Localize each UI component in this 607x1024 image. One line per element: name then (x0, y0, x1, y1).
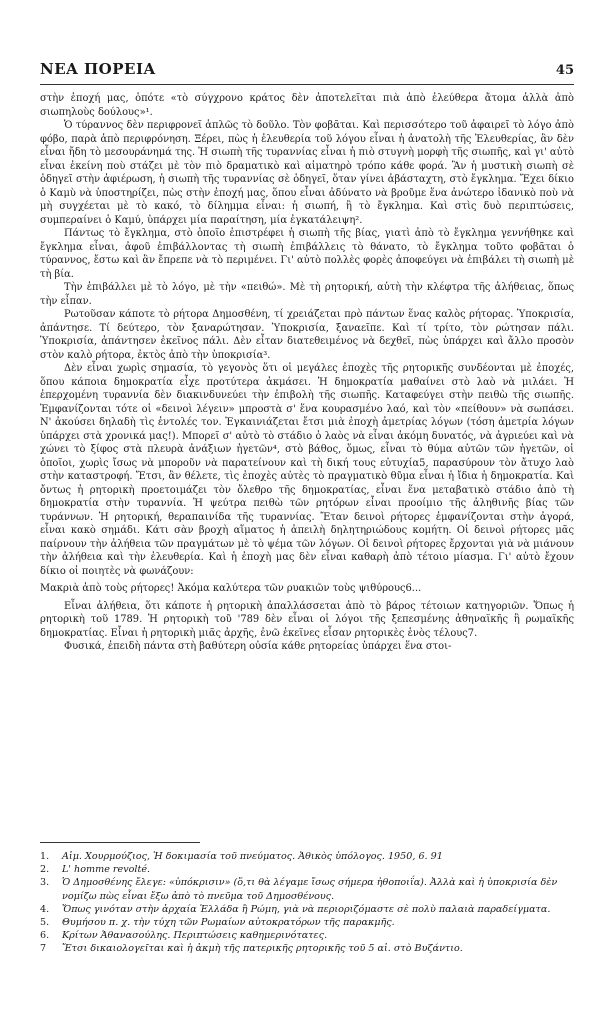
footnote (40, 903, 574, 916)
footnote (40, 850, 574, 863)
paragraph: Τὴν ἐπιβάλλει μὲ τὸ λόγο, μὲ τὴν «πειθώ». Μὲ τὴ ρητορική, αὐτὴ τὴν κλέφτρα τῆς ἀλήθειας, ὅπως τὴν εἶπαν. (40, 282, 574, 307)
running-title: ΝΕΑ ΠΟΡΕΙΑ (40, 60, 156, 78)
page-number: 45 (555, 63, 574, 78)
document-page (40, 0, 574, 1024)
footnote (40, 863, 574, 876)
header-rule (40, 84, 574, 85)
footnotes (40, 850, 574, 956)
footnote (40, 929, 574, 942)
paragraph: Ρωτοῦσαν κάποτε τὸ ρήτορα Δημοσθένη, τί χρειάζεται πρὸ πάντων ἕνας καλὸς ρήτορας. Ὑποκρισία, ἀπάντησε. Τί δεύτερο, τὸν ξαναρώτησαν. Ὑποκρισία, ξαναεῖπε. Καὶ τί τρίτο, τὸν ρώτησαν πάλι. Ὑποκρισία, ἀπάντησεν ἐκεῖνος πάλι. Δὲν εἶταν διατεθειμένος νὰ δεχθεῖ, πὼς ὑπάρχει καὶ ἄλλο προσὸν στὸν καλὸ ρήτορα, ἐκτὸς ἀπὸ τὴν ὑποκρισία³. (40, 309, 574, 361)
footnote-text: Ἔτσι δικαιολογεῖται καὶ ἡ ἀκμὴ τῆς πατερικῆς ρητορικῆς τοῦ 5 αἰ. στὸ Βυζάντιο. (62, 943, 463, 955)
page-header (40, 60, 574, 78)
paragraph: Φυσικά, ἐπειδὴ πάντα στὴ βαθύτερη οὐσία κάθε ρητορείας ὑπάρχει ἕνα στοι- (64, 641, 452, 652)
footnote-text: Ὅπως γινόταν στὴν ἀρχαία Ἑλλάδα ἢ Ρώμη, γιὰ νὰ περιοριζόμαστε σὲ πολὺ παλαιὰ παραδείγματα. (62, 903, 551, 915)
paragraph: Ὁ τύραννος δὲν περιφρονεῖ ἁπλῶς τὸ δοῦλο. Τὸν φοβᾶται. Καὶ περισσότερο τοῦ ἀφαιρεῖ τὸ λόγο ἀπὸ φόβο, παρὰ ἀπὸ περιφρόνηση. Ξέρει, πὼς ἡ ἐλευθερία τοῦ λόγου εἶναι ἡ ἀνατολὴ τῆς Ἐλευθερίας, ἂν δὲν εἶναι ἤδη τὸ μεσουράνημά της. Ἡ σιωπὴ τῆς τυραννίας εἶναι ἡ πιὸ στυγνὴ μορφὴ τῆς σιωπῆς, καὶ γι' αὐτὸ εἶναι ἐκείνη ποὺ στάζει μὲ τὸν πιὸ δραματικὸ καὶ αἱματηρὸ τρόπο κάθε φορά. Ἂν ἡ μυστικὴ σιωπὴ σὲ ὁδηγεῖ στὴν ἀφιέρωση, ἡ σιωπὴ τῆς τυραννίας σὲ ὁδηγεῖ, ὅταν γίνει ἀβάσταχτη, στὸ ἔγκλημα. Ἔχει δίκιο ὁ Καμὺ νὰ ὑποστηρίζει, πὼς στὴν ἐποχή μας, ὅπου εἶναι ἀδύνατο νὰ βροῦμε ἕνα ἀνώτερο ἰδανικὸ ποὺ νὰ μὴ συγχέεται μὲ τὸ κακό, τὸ δίλημμα εἶναι: ἡ σιωπή, ἢ τὸ ἔγκλημα. Καὶ στὶς δυὸ περιπτώσεις, συμπεραίνει ὁ Καμύ, ὑπάρχει μία παραίτηση, μία ἐγκατάλειψη². (40, 120, 574, 226)
footnote-number: 2. (40, 864, 50, 876)
footnote-text: Κρίτων Ἀθανασούλης. Περιπτώσεις καθημερινότατες. (62, 930, 328, 942)
footnote-text: Θυμήσου π. χ. τὴν τύχη τῶν Ρωμαίων αὐτοκρατόρων τῆς παρακμῆς. (62, 917, 395, 929)
footnote-text: Ὁ Δημοσθένης ἔλεγε: «ὑπόκρισιν» (ὅ,τι θὰ λέγαμε ἴσως σήμερα ἠθοποιΐα). Ἀλλὰ καὶ ἡ ὑποκρισία δὲν νομίζω πὼς εἶναι ἔξω ἀπὸ τὸ πνεῦμα τοῦ Δημοσθένους. (62, 877, 558, 902)
paragraph: Πάντως τὸ ἔγκλημα, στὸ ὁποῖο ἐπιστρέφει ἡ σιωπὴ τῆς βίας, γιατὶ ἀπὸ τὸ ἔγκλημα γεννήθηκε καὶ ἔγκλημα εἶναι, ἀφοῦ ἐπιβάλλοντας τὴ σιωπὴ ἐπιβάλλεις τὸ θάνατο, τὸ ἔγκλημα τοῦτο φοβᾶται ὁ τύραννος, ἔστω καὶ ἂν ἔπρεπε νὰ τὸ περιμένει. Γι' αὐτὸ πολλὲς φορὲς ἀποφεύγει νὰ ἐπιβάλει τὴ σιωπὴ μὲ τὴ βία. (40, 228, 574, 280)
paragraph: στὴν ἐποχή μας, ὁπότε «τὸ σύγχρονο κράτος δὲν ἀποτελεῖται πιὰ ἀπὸ ἐλεύθερα ἄτομα ἀλλὰ ἀπὸ σιωπηλοὺς δούλους»¹. (40, 93, 574, 118)
paragraph: Δὲν εἶναι χωρὶς σημασία, τὸ γεγονὸς ὅτι οἱ μεγάλες ἐποχὲς τῆς ρητορικῆς συνδέονται μὲ ἐποχές, ὅπου κάποια δημοκρατία εἶχε προτύτερα ἀκμάσει. Ἡ δημοκρατία μαθαίνει στὸ λαὸ νὰ μιλάει. Ἡ ἐπερχομένη τυραννία δὲν διακινδυνεύει τὴν ἐπιβολὴ τῆς σιωπῆς. Καταφεύγει στὴν πειθὼ τῆς σιωπῆς. Ἐμφανίζονται τότε οἱ «δεινοὶ λέγειν» μπροστὰ σ' ἕνα κουρασμένο λαό, καὶ τὸν «πείθουν» νὰ σωπάσει. Ν' ἀκούσει δηλαδὴ τὶς ἐντολές τον. Ἐγκαινιάζεται ἔτσι μιὰ ἐποχὴ ἀμετρίας λόγων (τόση ἀμετρία λόγων ὑπάρχει στὰ χρονικά μας!). Μπορεῖ σ' αὐτὸ τὸ στάδιο ὁ λαὸς νὰ εἶναι ἀκόμη δυνατός, νὰ ἀγριεύει καὶ νὰ χώνει τὸ ξίφος στὰ πλευρὰ ἀνάξιων ἡγετῶν⁴, στὸ βάθος, ὅμως, εἶναι τὸ θύμα αὐτῶν τῶν ἡγετῶν, οἱ ὁποῖοι, χωρὶς ἴσως νὰ μποροῦν νὰ παρατείνουν καὶ τὴ δική τους εὐτυχία5, παρασύρουν τὸν ἄτυχο λαὸ στὴν καταστροφή. Ἔτσι, ἂν θέλετε, τὶς ἐποχὲς αὐτὲς τὸ πραγματικὸ θῦμα εἶναι ἡ ἴδια ἡ δημοκρατία. Καὶ ὄντως ἡ ρητορικὴ προετοιμάζει τὸν ὄλεθρο τῆς δημοκρατίας, εἶναι ἕνα μεταβατικὸ στάδιο ἀπὸ τὴ δημοκρατία στὴν τυραννία. Ἡ ψεύτρα πειθὼ τῶν ρητόρων εἶναι προοίμιο τῆς ἀληθινῆς βίας τῶν τυράννων. Ἡ ρητορική, θεραπαινίδα τῆς τυραννίας. Ἔταν δεινοὶ ρήτορες ἐμφανίζονται στὴν ἀγορά, εἶναι κακὸ σημάδι. Κάτι σὰν βροχὴ αἵματος ἡ ἀπειλὴ δηλητηριώδους κομήτη. Οἱ δεινοὶ ρήτορες μᾶς παίρνουν τὴν ἀλήθεια τῶν πραγμάτων μὲ τὸ ψέμα τῶν λόγων. Οἱ δεινοὶ ρήτορες ἔρχονται γιὰ νὰ μιάνουν τὴν ἀλήθεια καὶ τὴν ἐλευθερία. Καὶ ἡ ἐποχὴ μας δὲν εἶναι καθαρὴ ἀπὸ τέτοιο μίασμα. Γι' αὐτὸ ἔχουν δίκιο οἱ ποιητὲς νὰ φωνάζουν: (40, 363, 574, 577)
footnote-number: 4. (40, 903, 50, 915)
footnote-number: 7 (40, 943, 47, 955)
footnote-number: 3. (40, 877, 50, 889)
footnote-text: L' homme revolté. (62, 864, 151, 876)
footnote-number: 6. (40, 930, 50, 942)
quotation: Μακριὰ ἀπὸ τοὺς ρήτορες! Ἀκόμα καλύτερα τῶν ρυακιῶν τοὺς ψιθύρους6... (40, 583, 422, 594)
footnote-rule (40, 842, 200, 843)
footnote (40, 916, 574, 929)
footnote-text: Αἰμ. Χουρμούζιος, Ἡ δοκιμασία τοῦ πνεύματος. Ἀθικὸς ὑπόλογος. 1950, 6. 91 (62, 851, 443, 862)
footnote-number: 5. (40, 917, 50, 929)
paragraph: Εἶναι ἀλήθεια, ὅτι κάποτε ἡ ρητορικὴ ἀπαλλάσσεται ἀπὸ τὸ βάρος τέτοιων κατηγοριῶν. Ὅπως ἡ ρητορικὴ τοῦ 1789. Ἡ ρητορικὴ τοῦ '789 δὲν εἶναι οἱ λόγοι τῆς ξεπεσμένης ἀθηναϊκῆς ἢ ρωμαϊκῆς δημοκρατίας. Εἶναι ἡ ρητορικὴ μιᾶς ἀρχῆς, ἐνῶ ἐκεῖνες εἶσαν ρητορικὲς ἑνὸς τέλους7. (40, 600, 574, 639)
body-text (40, 92, 574, 654)
footnote (40, 942, 574, 955)
footnote (40, 876, 574, 902)
footnote-number: 1. (40, 851, 50, 862)
